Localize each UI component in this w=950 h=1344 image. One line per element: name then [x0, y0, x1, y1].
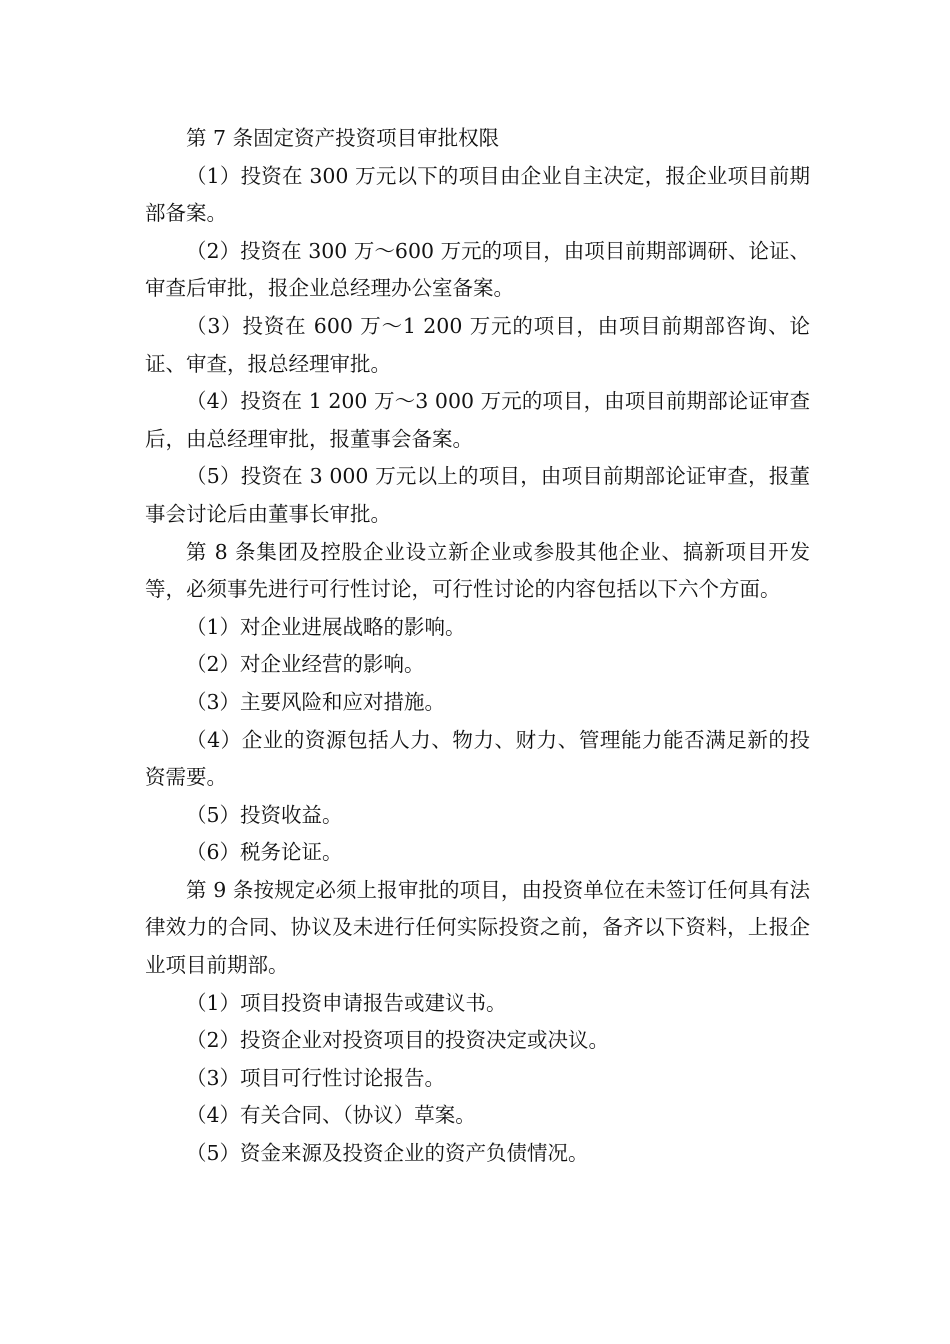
article-7-heading: 第 7 条固定资产投资项目审批权限 [186, 126, 500, 150]
article-9-item-1: （1）项目投资申请报告或建议书。 [186, 990, 507, 1015]
article-9-paragraph: 第 9 条按规定必须上报审批的项目，由投资单位在未签订任何具有法律效力的合同、协议及未进行任何实际投资之前，备齐以下资料，上报企业项目前期部。 [145, 877, 810, 978]
article-7-item-2: （2）投资在 300 万～600 万元的项目，由项目前期部调研、论证、审查后审批，报企业总经理办公室备案。 [145, 238, 810, 301]
article-7-item-1: （1）投资在 300 万元以下的项目由企业自主决定，报企业项目前期部备案。 [145, 163, 810, 226]
article-7-item-4: （4）投资在 1 200 万～3 000 万元的项目，由项目前期部论证审查后，由总经理审批，报董事会备案。 [145, 389, 810, 451]
article-9-item-2: （2）投资企业对投资项目的投资决定或决议。 [186, 1028, 610, 1053]
article-8-paragraph: 第 8 条集团及控股企业设立新企业或参股其他企业、搞新项目开发等，必须事先进行可行性讨论，可行性讨论的内容包括以下六个方面。 [145, 539, 810, 602]
article-8-item-5: （5）投资收益。 [186, 802, 343, 827]
article-9-item-3: （3）项目可行性讨论报告。 [186, 1065, 446, 1090]
article-7-item-5: （5）投资在 3 000 万元以上的项目，由项目前期部论证审查，报董事会讨论后由董事长审批。 [145, 464, 810, 526]
article-7-item-3: （3）投资在 600 万～1 200 万元的项目，由项目前期部咨询、论证、审查，报总经理审批。 [145, 313, 810, 376]
article-8-item-2: （2）对企业经营的影响。 [186, 652, 425, 677]
article-9-item-4: （4）有关合同、（协议）草案。 [186, 1103, 476, 1128]
article-8-item-4: （4）企业的资源包括人力、物力、财力、管理能力能否满足新的投资需要。 [145, 727, 810, 790]
article-9-item-5: （5）资金来源及投资企业的资产负债情况。 [186, 1141, 589, 1166]
article-8-item-3: （3）主要风险和应对措施。 [186, 689, 446, 714]
document-body [145, 120, 810, 1173]
article-8-item-6: （6）税务论证。 [186, 840, 343, 865]
article-8-item-1: （1）对企业进展战略的影响。 [186, 614, 466, 639]
